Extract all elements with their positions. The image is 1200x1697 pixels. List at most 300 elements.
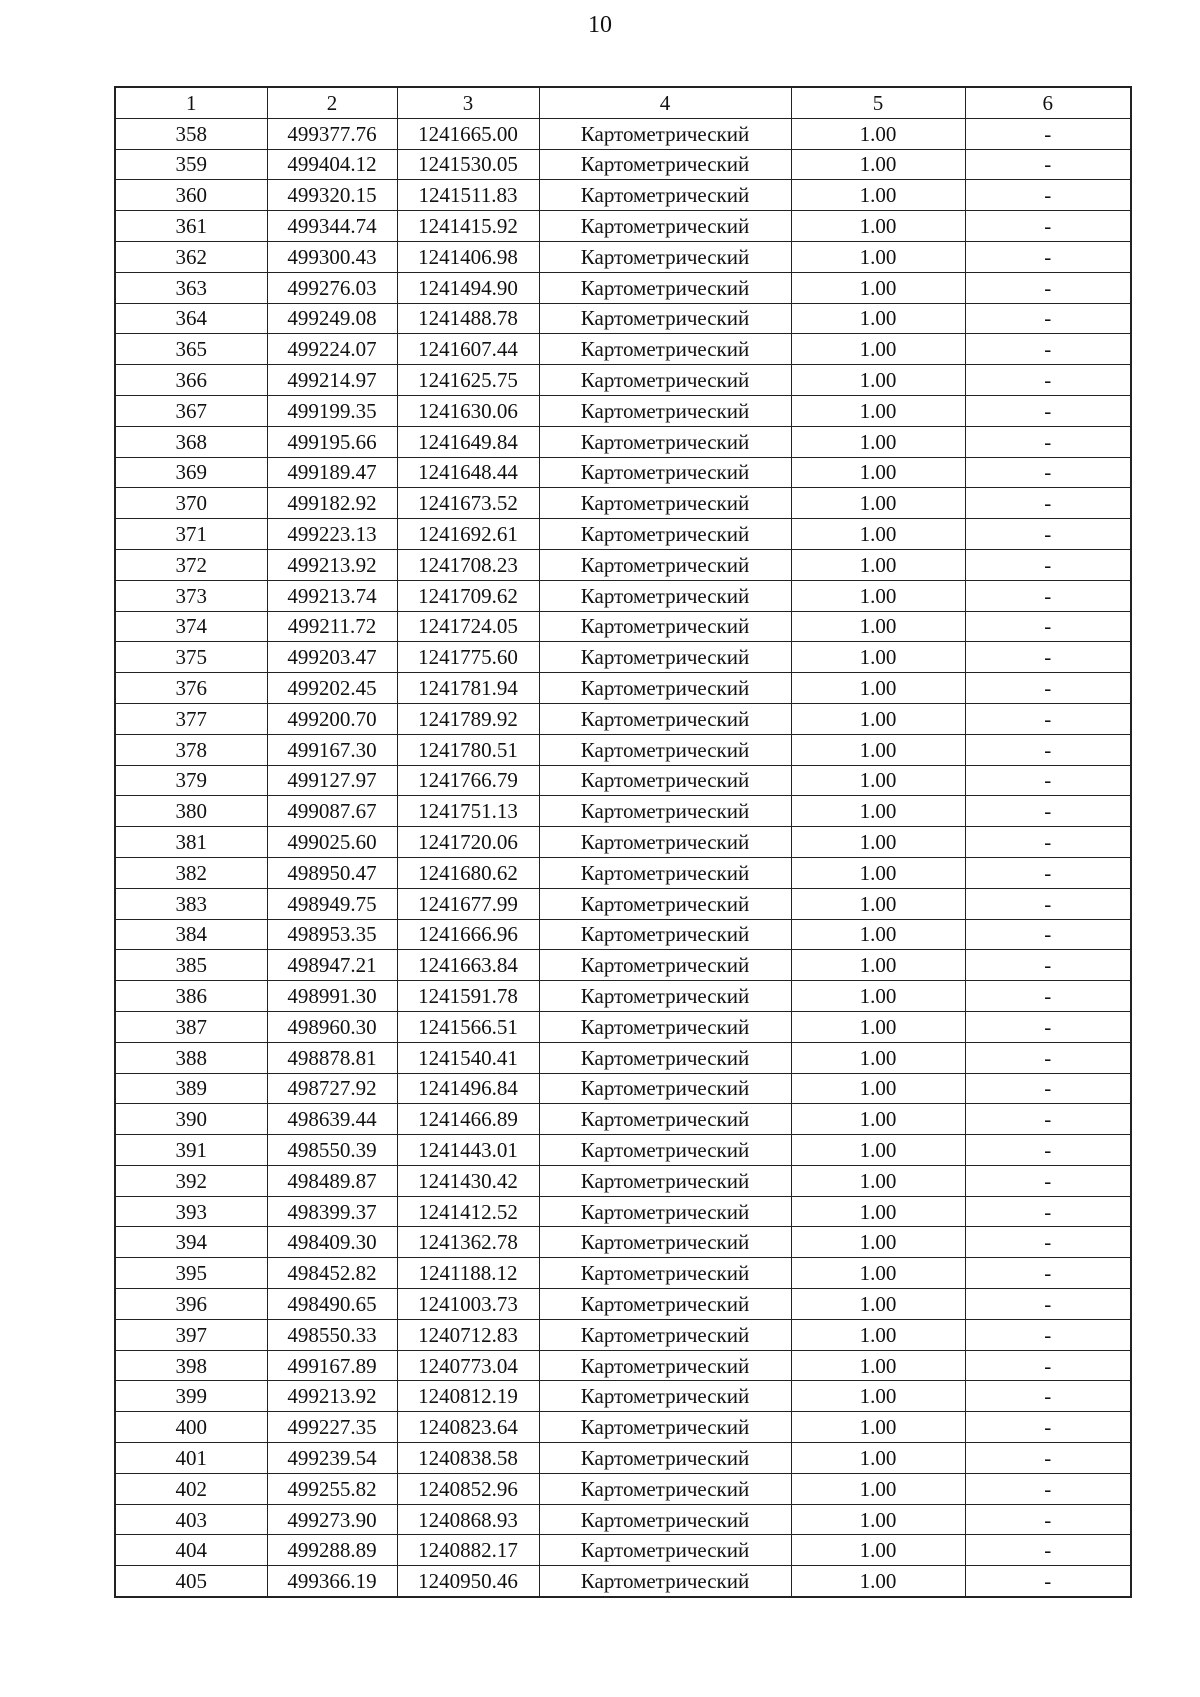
table-row (115, 734, 1131, 765)
table-row (115, 1165, 1131, 1196)
table-row (115, 857, 1131, 888)
y-coordinate-cell: 1241511.83 (397, 180, 539, 211)
accuracy-cell: 1.00 (791, 919, 965, 950)
y-coordinate-cell: 1241488.78 (397, 303, 539, 334)
point-number-cell: 397 (115, 1319, 267, 1350)
point-number-cell: 358 (115, 118, 267, 149)
table-row (115, 118, 1131, 149)
method-cell: Картометрический (539, 1042, 791, 1073)
method-cell: Картометрический (539, 1504, 791, 1535)
table-row (115, 981, 1131, 1012)
x-coordinate-cell: 498949.75 (267, 888, 397, 919)
method-cell: Картометрический (539, 1073, 791, 1104)
accuracy-cell: 1.00 (791, 796, 965, 827)
y-coordinate-cell: 1241430.42 (397, 1165, 539, 1196)
y-coordinate-cell: 1240838.58 (397, 1443, 539, 1474)
accuracy-cell: 1.00 (791, 1566, 965, 1597)
point-number-cell: 380 (115, 796, 267, 827)
method-cell: Картометрический (539, 796, 791, 827)
y-coordinate-cell: 1241362.78 (397, 1227, 539, 1258)
x-coordinate-cell: 498878.81 (267, 1042, 397, 1073)
x-coordinate-cell: 499213.74 (267, 580, 397, 611)
method-cell: Картометрический (539, 118, 791, 149)
point-number-cell: 369 (115, 457, 267, 488)
y-coordinate-cell: 1240773.04 (397, 1350, 539, 1381)
table-row (115, 580, 1131, 611)
table-row (115, 395, 1131, 426)
accuracy-cell: 1.00 (791, 241, 965, 272)
accuracy-cell: 1.00 (791, 1381, 965, 1412)
x-coordinate-cell: 499214.97 (267, 365, 397, 396)
description-cell: - (965, 1566, 1131, 1597)
accuracy-cell: 1.00 (791, 1289, 965, 1320)
x-coordinate-cell: 499167.30 (267, 734, 397, 765)
method-cell: Картометрический (539, 888, 791, 919)
x-coordinate-cell: 498399.37 (267, 1196, 397, 1227)
x-coordinate-cell: 498960.30 (267, 1011, 397, 1042)
x-coordinate-cell: 498409.30 (267, 1227, 397, 1258)
description-cell: - (965, 1073, 1131, 1104)
accuracy-cell: 1.00 (791, 1227, 965, 1258)
table-row (115, 457, 1131, 488)
description-cell: - (965, 365, 1131, 396)
accuracy-cell: 1.00 (791, 950, 965, 981)
accuracy-cell: 1.00 (791, 549, 965, 580)
table-row (115, 241, 1131, 272)
method-cell: Картометрический (539, 457, 791, 488)
point-number-cell: 395 (115, 1258, 267, 1289)
y-coordinate-cell: 1241720.06 (397, 827, 539, 858)
description-cell: - (965, 1535, 1131, 1566)
accuracy-cell: 1.00 (791, 272, 965, 303)
table-row (115, 796, 1131, 827)
description-cell: - (965, 1443, 1131, 1474)
method-cell: Картометрический (539, 1566, 791, 1597)
table-row (115, 272, 1131, 303)
method-cell: Картометрический (539, 703, 791, 734)
method-cell: Картометрический (539, 673, 791, 704)
description-cell: - (965, 549, 1131, 580)
accuracy-cell: 1.00 (791, 1042, 965, 1073)
method-cell: Картометрический (539, 488, 791, 519)
point-number-cell: 366 (115, 365, 267, 396)
accuracy-cell: 1.00 (791, 1319, 965, 1350)
accuracy-cell: 1.00 (791, 580, 965, 611)
table-row (115, 703, 1131, 734)
y-coordinate-cell: 1240950.46 (397, 1566, 539, 1597)
table-row (115, 1473, 1131, 1504)
description-cell: - (965, 519, 1131, 550)
method-cell: Картометрический (539, 1535, 791, 1566)
method-cell: Картометрический (539, 1319, 791, 1350)
accuracy-cell: 1.00 (791, 888, 965, 919)
description-cell: - (965, 888, 1131, 919)
table-row (115, 426, 1131, 457)
accuracy-cell: 1.00 (791, 395, 965, 426)
accuracy-cell: 1.00 (791, 981, 965, 1012)
y-coordinate-cell: 1241540.41 (397, 1042, 539, 1073)
column-header: 6 (965, 87, 1131, 118)
description-cell: - (965, 919, 1131, 950)
method-cell: Картометрический (539, 981, 791, 1012)
y-coordinate-cell: 1240812.19 (397, 1381, 539, 1412)
point-number-cell: 388 (115, 1042, 267, 1073)
method-cell: Картометрический (539, 519, 791, 550)
point-number-cell: 365 (115, 334, 267, 365)
method-cell: Картометрический (539, 765, 791, 796)
accuracy-cell: 1.00 (791, 1165, 965, 1196)
accuracy-cell: 1.00 (791, 1073, 965, 1104)
point-number-cell: 385 (115, 950, 267, 981)
y-coordinate-cell: 1240712.83 (397, 1319, 539, 1350)
x-coordinate-cell: 499199.35 (267, 395, 397, 426)
method-cell: Картометрический (539, 1258, 791, 1289)
x-coordinate-cell: 499273.90 (267, 1504, 397, 1535)
accuracy-cell: 1.00 (791, 1504, 965, 1535)
accuracy-cell: 1.00 (791, 519, 965, 550)
table-row (115, 1566, 1131, 1597)
x-coordinate-cell: 499255.82 (267, 1473, 397, 1504)
method-cell: Картометрический (539, 334, 791, 365)
page-number: 10 (588, 12, 612, 38)
table-row (115, 919, 1131, 950)
y-coordinate-cell: 1240868.93 (397, 1504, 539, 1535)
table-row (115, 950, 1131, 981)
accuracy-cell: 1.00 (791, 1135, 965, 1166)
x-coordinate-cell: 499167.89 (267, 1350, 397, 1381)
x-coordinate-cell: 499366.19 (267, 1566, 397, 1597)
point-number-cell: 371 (115, 519, 267, 550)
point-number-cell: 393 (115, 1196, 267, 1227)
method-cell: Картометрический (539, 1381, 791, 1412)
accuracy-cell: 1.00 (791, 1535, 965, 1566)
description-cell: - (965, 1227, 1131, 1258)
accuracy-cell: 1.00 (791, 118, 965, 149)
method-cell: Картометрический (539, 642, 791, 673)
point-number-cell: 404 (115, 1535, 267, 1566)
description-cell: - (965, 703, 1131, 734)
table-row (115, 365, 1131, 396)
accuracy-cell: 1.00 (791, 365, 965, 396)
method-cell: Картометрический (539, 1196, 791, 1227)
point-number-cell: 389 (115, 1073, 267, 1104)
x-coordinate-cell: 498991.30 (267, 981, 397, 1012)
y-coordinate-cell: 1241680.62 (397, 857, 539, 888)
table-row (115, 765, 1131, 796)
description-cell: - (965, 1289, 1131, 1320)
x-coordinate-cell: 499200.70 (267, 703, 397, 734)
description-cell: - (965, 1473, 1131, 1504)
point-number-cell: 363 (115, 272, 267, 303)
table-row (115, 303, 1131, 334)
y-coordinate-cell: 1240882.17 (397, 1535, 539, 1566)
point-number-cell: 405 (115, 1566, 267, 1597)
accuracy-cell: 1.00 (791, 1258, 965, 1289)
x-coordinate-cell: 498550.39 (267, 1135, 397, 1166)
description-cell: - (965, 457, 1131, 488)
x-coordinate-cell: 498947.21 (267, 950, 397, 981)
x-coordinate-cell: 499127.97 (267, 765, 397, 796)
accuracy-cell: 1.00 (791, 149, 965, 180)
description-cell: - (965, 241, 1131, 272)
x-coordinate-cell: 498639.44 (267, 1104, 397, 1135)
description-cell: - (965, 272, 1131, 303)
y-coordinate-cell: 1241648.44 (397, 457, 539, 488)
x-coordinate-cell: 498489.87 (267, 1165, 397, 1196)
y-coordinate-cell: 1241496.84 (397, 1073, 539, 1104)
y-coordinate-cell: 1241443.01 (397, 1135, 539, 1166)
description-cell: - (965, 1165, 1131, 1196)
method-cell: Картометрический (539, 303, 791, 334)
y-coordinate-cell: 1241003.73 (397, 1289, 539, 1320)
point-number-cell: 382 (115, 857, 267, 888)
column-header: 2 (267, 87, 397, 118)
method-cell: Картометрический (539, 1412, 791, 1443)
point-number-cell: 370 (115, 488, 267, 519)
point-number-cell: 361 (115, 211, 267, 242)
description-cell: - (965, 765, 1131, 796)
method-cell: Картометрический (539, 827, 791, 858)
x-coordinate-cell: 499227.35 (267, 1412, 397, 1443)
x-coordinate-cell: 499404.12 (267, 149, 397, 180)
x-coordinate-cell: 499213.92 (267, 1381, 397, 1412)
table-row (115, 1073, 1131, 1104)
accuracy-cell: 1.00 (791, 1011, 965, 1042)
x-coordinate-cell: 498452.82 (267, 1258, 397, 1289)
y-coordinate-cell: 1241188.12 (397, 1258, 539, 1289)
y-coordinate-cell: 1241789.92 (397, 703, 539, 734)
table-row (115, 488, 1131, 519)
method-cell: Картометрический (539, 734, 791, 765)
x-coordinate-cell: 499025.60 (267, 827, 397, 858)
table-row (115, 1011, 1131, 1042)
description-cell: - (965, 1135, 1131, 1166)
description-cell: - (965, 1011, 1131, 1042)
point-number-cell: 386 (115, 981, 267, 1012)
x-coordinate-cell: 499288.89 (267, 1535, 397, 1566)
x-coordinate-cell: 499087.67 (267, 796, 397, 827)
accuracy-cell: 1.00 (791, 857, 965, 888)
description-cell: - (965, 981, 1131, 1012)
point-number-cell: 374 (115, 611, 267, 642)
table-row (115, 888, 1131, 919)
y-coordinate-cell: 1241775.60 (397, 642, 539, 673)
method-cell: Картометрический (539, 1289, 791, 1320)
table-row (115, 180, 1131, 211)
method-cell: Картометрический (539, 272, 791, 303)
x-coordinate-cell: 499320.15 (267, 180, 397, 211)
point-number-cell: 379 (115, 765, 267, 796)
y-coordinate-cell: 1241530.05 (397, 149, 539, 180)
table-row (115, 1196, 1131, 1227)
column-header: 4 (539, 87, 791, 118)
accuracy-cell: 1.00 (791, 642, 965, 673)
description-cell: - (965, 1381, 1131, 1412)
description-cell: - (965, 426, 1131, 457)
accuracy-cell: 1.00 (791, 1104, 965, 1135)
accuracy-cell: 1.00 (791, 765, 965, 796)
table-row (115, 1319, 1131, 1350)
accuracy-cell: 1.00 (791, 827, 965, 858)
table-body (115, 118, 1131, 1597)
description-cell: - (965, 642, 1131, 673)
x-coordinate-cell: 499377.76 (267, 118, 397, 149)
method-cell: Картометрический (539, 1011, 791, 1042)
table-header-row (115, 87, 1131, 118)
point-number-cell: 400 (115, 1412, 267, 1443)
method-cell: Картометрический (539, 1135, 791, 1166)
y-coordinate-cell: 1241406.98 (397, 241, 539, 272)
y-coordinate-cell: 1241709.62 (397, 580, 539, 611)
table-row (115, 1443, 1131, 1474)
x-coordinate-cell: 498550.33 (267, 1319, 397, 1350)
point-number-cell: 372 (115, 549, 267, 580)
description-cell: - (965, 796, 1131, 827)
method-cell: Картометрический (539, 549, 791, 580)
x-coordinate-cell: 499189.47 (267, 457, 397, 488)
accuracy-cell: 1.00 (791, 426, 965, 457)
description-cell: - (965, 827, 1131, 858)
y-coordinate-cell: 1241766.79 (397, 765, 539, 796)
description-cell: - (965, 303, 1131, 334)
point-number-cell: 373 (115, 580, 267, 611)
method-cell: Картометрический (539, 241, 791, 272)
table-row (115, 1135, 1131, 1166)
accuracy-cell: 1.00 (791, 1196, 965, 1227)
table-row (115, 1258, 1131, 1289)
y-coordinate-cell: 1241466.89 (397, 1104, 539, 1135)
y-coordinate-cell: 1241692.61 (397, 519, 539, 550)
accuracy-cell: 1.00 (791, 1473, 965, 1504)
point-number-cell: 381 (115, 827, 267, 858)
description-cell: - (965, 395, 1131, 426)
accuracy-cell: 1.00 (791, 673, 965, 704)
x-coordinate-cell: 499213.92 (267, 549, 397, 580)
accuracy-cell: 1.00 (791, 703, 965, 734)
y-coordinate-cell: 1241751.13 (397, 796, 539, 827)
y-coordinate-cell: 1240823.64 (397, 1412, 539, 1443)
table-row (115, 1350, 1131, 1381)
description-cell: - (965, 611, 1131, 642)
table-row (115, 673, 1131, 704)
table-row (115, 1412, 1131, 1443)
x-coordinate-cell: 499202.45 (267, 673, 397, 704)
point-number-cell: 398 (115, 1350, 267, 1381)
method-cell: Картометрический (539, 1473, 791, 1504)
accuracy-cell: 1.00 (791, 734, 965, 765)
x-coordinate-cell: 499203.47 (267, 642, 397, 673)
method-cell: Картометрический (539, 1165, 791, 1196)
description-cell: - (965, 118, 1131, 149)
accuracy-cell: 1.00 (791, 303, 965, 334)
table-row (115, 1104, 1131, 1135)
x-coordinate-cell: 498953.35 (267, 919, 397, 950)
y-coordinate-cell: 1241780.51 (397, 734, 539, 765)
description-cell: - (965, 734, 1131, 765)
point-number-cell: 360 (115, 180, 267, 211)
method-cell: Картометрический (539, 180, 791, 211)
method-cell: Картометрический (539, 395, 791, 426)
point-number-cell: 399 (115, 1381, 267, 1412)
y-coordinate-cell: 1241566.51 (397, 1011, 539, 1042)
table-row (115, 827, 1131, 858)
description-cell: - (965, 857, 1131, 888)
point-number-cell: 362 (115, 241, 267, 272)
x-coordinate-cell: 499344.74 (267, 211, 397, 242)
x-coordinate-cell: 499300.43 (267, 241, 397, 272)
y-coordinate-cell: 1241724.05 (397, 611, 539, 642)
x-coordinate-cell: 498950.47 (267, 857, 397, 888)
method-cell: Картометрический (539, 919, 791, 950)
method-cell: Картометрический (539, 211, 791, 242)
point-number-cell: 396 (115, 1289, 267, 1320)
table-row (115, 1504, 1131, 1535)
column-header: 5 (791, 87, 965, 118)
y-coordinate-cell: 1241665.00 (397, 118, 539, 149)
description-cell: - (965, 180, 1131, 211)
point-number-cell: 376 (115, 673, 267, 704)
y-coordinate-cell: 1241708.23 (397, 549, 539, 580)
description-cell: - (965, 1042, 1131, 1073)
point-number-cell: 383 (115, 888, 267, 919)
table-row (115, 1289, 1131, 1320)
x-coordinate-cell: 499195.66 (267, 426, 397, 457)
description-cell: - (965, 673, 1131, 704)
y-coordinate-cell: 1241630.06 (397, 395, 539, 426)
description-cell: - (965, 211, 1131, 242)
point-number-cell: 401 (115, 1443, 267, 1474)
accuracy-cell: 1.00 (791, 211, 965, 242)
point-number-cell: 378 (115, 734, 267, 765)
table-row (115, 334, 1131, 365)
x-coordinate-cell: 499239.54 (267, 1443, 397, 1474)
description-cell: - (965, 1350, 1131, 1381)
y-coordinate-cell: 1241677.99 (397, 888, 539, 919)
method-cell: Картометрический (539, 950, 791, 981)
description-cell: - (965, 149, 1131, 180)
table-row (115, 1042, 1131, 1073)
point-number-cell: 387 (115, 1011, 267, 1042)
y-coordinate-cell: 1241591.78 (397, 981, 539, 1012)
y-coordinate-cell: 1241494.90 (397, 272, 539, 303)
accuracy-cell: 1.00 (791, 1350, 965, 1381)
y-coordinate-cell: 1241415.92 (397, 211, 539, 242)
description-cell: - (965, 1196, 1131, 1227)
table-row (115, 211, 1131, 242)
y-coordinate-cell: 1241649.84 (397, 426, 539, 457)
method-cell: Картометрический (539, 149, 791, 180)
x-coordinate-cell: 499211.72 (267, 611, 397, 642)
point-number-cell: 377 (115, 703, 267, 734)
table-row (115, 1227, 1131, 1258)
accuracy-cell: 1.00 (791, 334, 965, 365)
accuracy-cell: 1.00 (791, 457, 965, 488)
accuracy-cell: 1.00 (791, 1443, 965, 1474)
description-cell: - (965, 950, 1131, 981)
x-coordinate-cell: 499224.07 (267, 334, 397, 365)
x-coordinate-cell: 499249.08 (267, 303, 397, 334)
point-number-cell: 390 (115, 1104, 267, 1135)
point-number-cell: 392 (115, 1165, 267, 1196)
x-coordinate-cell: 498727.92 (267, 1073, 397, 1104)
x-coordinate-cell: 498490.65 (267, 1289, 397, 1320)
description-cell: - (965, 488, 1131, 519)
y-coordinate-cell: 1241663.84 (397, 950, 539, 981)
accuracy-cell: 1.00 (791, 180, 965, 211)
point-number-cell: 384 (115, 919, 267, 950)
description-cell: - (965, 1258, 1131, 1289)
method-cell: Картометрический (539, 1443, 791, 1474)
